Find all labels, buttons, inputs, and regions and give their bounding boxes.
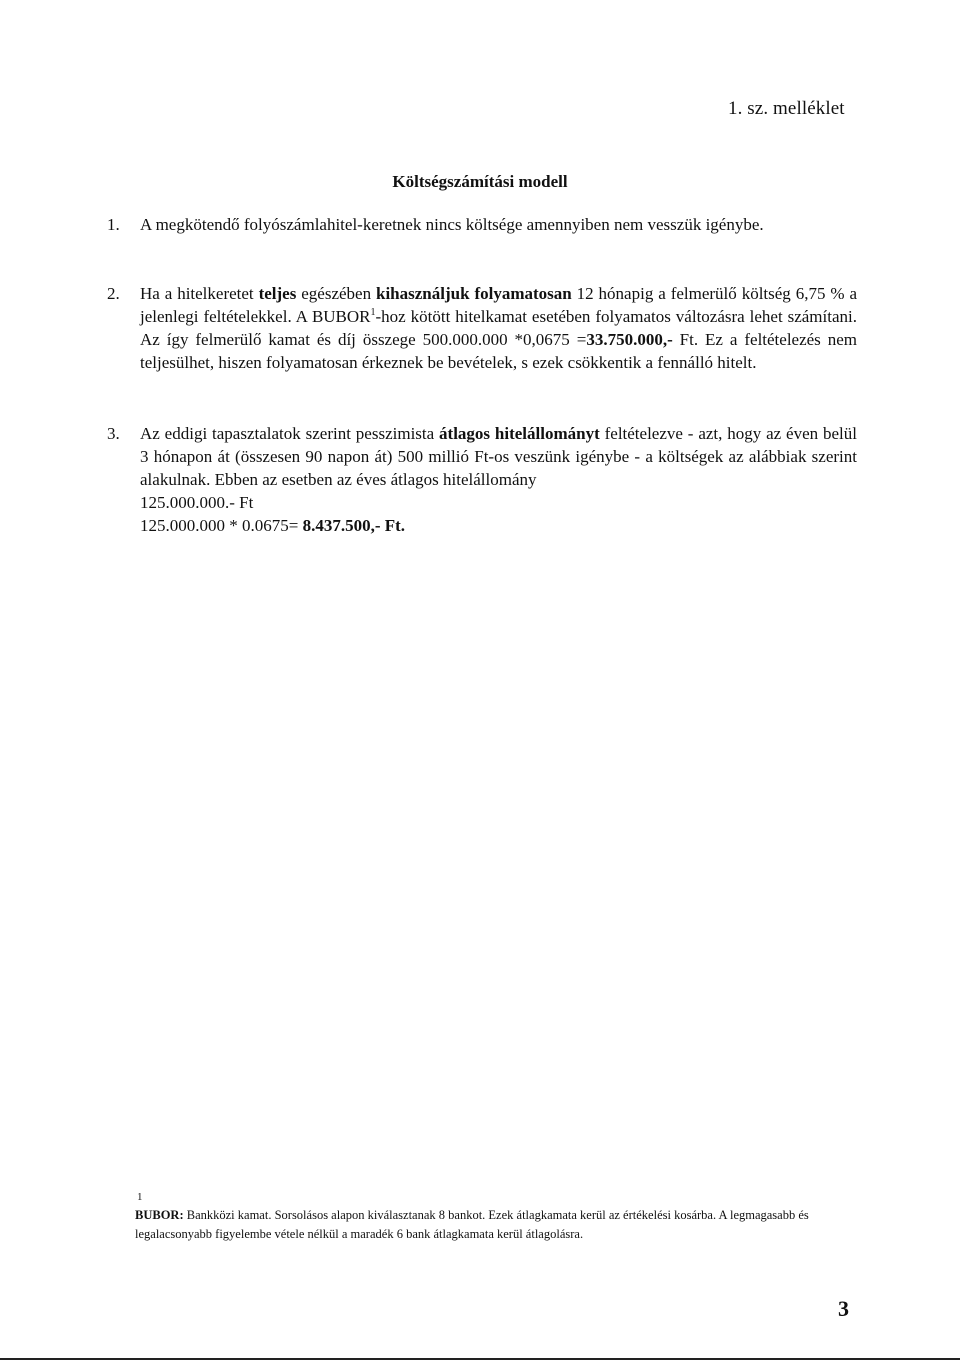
list-item-text: A megkötendő folyószámlahitel-keretnek nincs költsége amennyiben nem vesszük igénybe.	[140, 215, 764, 234]
page-bottom-border	[0, 1358, 960, 1360]
footnote-term: BUBOR:	[135, 1208, 184, 1222]
list-item-number: 1.	[107, 215, 120, 234]
list-item-text	[140, 282, 857, 374]
list-item-text	[140, 422, 857, 537]
emphasis-continuous-use: kihasználjuk folyamatosan	[376, 284, 572, 303]
list-item-number: 3.	[107, 424, 120, 443]
list-item-3	[107, 422, 857, 537]
text-run: egészében	[296, 284, 376, 303]
footnote-divider	[135, 1175, 295, 1176]
list-item-2	[107, 282, 857, 374]
average-credit-amount: 125.000.000.- Ft	[140, 493, 254, 512]
text-run: Ft. Ez a feltételezés nem teljesülhet, hiszen folyamatosan érkeznek be bevételek, s ezek csökkentik a fennálló hitelt.	[140, 330, 857, 372]
footnote-body: Bankközi kamat. Sorsolásos alapon kiválasztanak 8 bankot. Ezek átlagkamata kerül az értékelési kosárba. A legmagasabb és legalacsonyabb figyelembe vétele nélkül a maradék 6 bank átlagkamata kerül átlagolásra.	[135, 1208, 809, 1241]
annex-label: 1. sz. melléklet	[728, 98, 845, 119]
text-run: Ha a hitelkeretet	[140, 284, 259, 303]
footnote-mark: 1	[137, 1191, 143, 1203]
text-run: 12 hónapig a felmerülő költség 6,75 % a jelenlegi feltételekkel. A BUBOR	[140, 284, 857, 326]
cost-calculation	[140, 514, 857, 537]
emphasis-full: teljes	[258, 284, 297, 303]
calc-expression: 125.000.000 * 0.0675=	[140, 516, 303, 535]
list-item-1	[107, 213, 857, 236]
emphasis-credit-stock: hitelállományt	[494, 424, 600, 443]
footnote-text	[135, 1196, 860, 1244]
footnote-reference: 1	[370, 307, 376, 318]
text-run: -hoz kötött hitelkamat esetében folyamatos változásra lehet számítani. Az így felmerülő kamat és díj összege 500.000.000 *0,0675 =	[140, 307, 857, 349]
document-title: Költségszámítási modell	[392, 172, 568, 191]
page-number: 3	[838, 1296, 849, 1321]
text-run: Az eddigi tapasztalatok szerint pesszimista	[140, 424, 440, 443]
footnote	[135, 1191, 860, 1244]
list-item-number: 2.	[107, 284, 120, 303]
text-run: feltételezve - azt, hogy az éven belül 3 hónapon át (összesen 90 napon át) 500 millió Ft-os veszünk igénybe - a költségek az alábbiak szerint alakulnak. Ebben az esetben az éves átlagos hitelállomány	[140, 424, 857, 489]
emphasis-average: átlagos	[439, 424, 491, 443]
calc-result: 8.437.500,- Ft.	[302, 516, 406, 535]
interest-total: 33.750.000,-	[586, 330, 673, 349]
